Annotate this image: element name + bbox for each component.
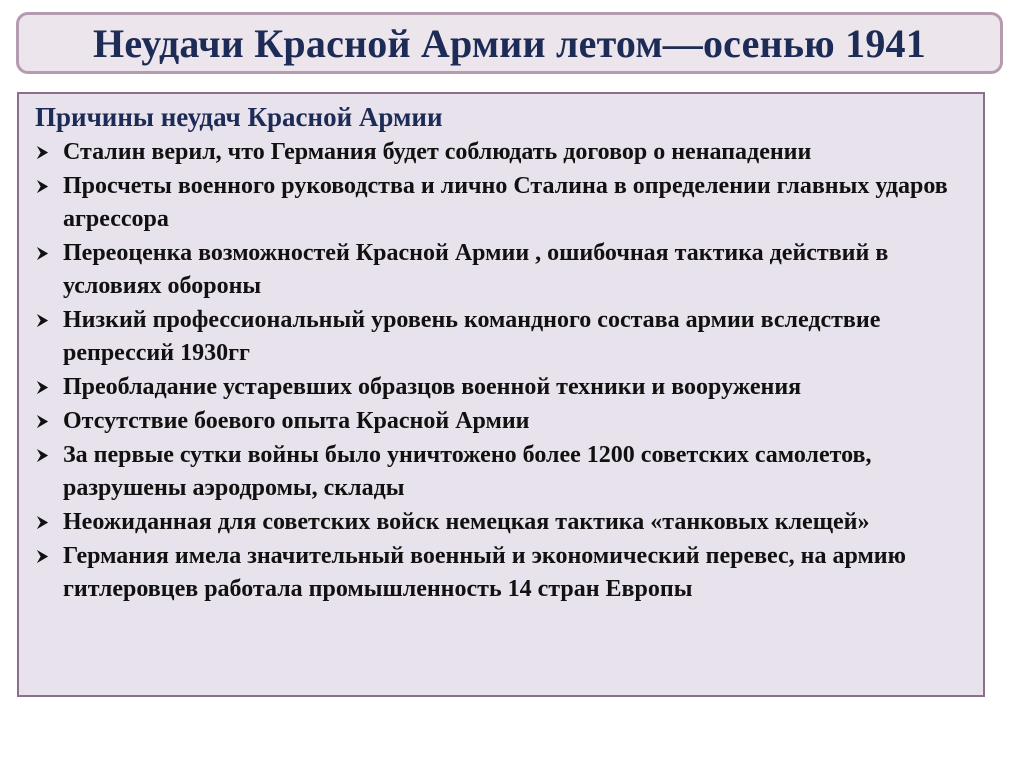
reason-text: Просчеты военного руководства и лично Сталина в определении главных ударов агрессора bbox=[63, 173, 948, 232]
arrowhead-bullet-icon bbox=[35, 506, 57, 539]
arrowhead-bullet-icon bbox=[35, 439, 57, 472]
reason-text: Сталин верил, что Германия будет соблюдать договор о ненападении bbox=[63, 139, 812, 165]
reasons-list bbox=[35, 136, 969, 606]
list-item bbox=[35, 170, 969, 236]
arrowhead-bullet-icon bbox=[35, 136, 57, 169]
list-item bbox=[35, 304, 969, 370]
reason-text: Германия имела значительный военный и экономический перевес, на армию гитлеровцев работала промышленность 14 стран Европы bbox=[63, 543, 906, 602]
title-box bbox=[16, 12, 1003, 74]
list-item bbox=[35, 405, 969, 438]
reason-text: Преобладание устаревших образцов военной техники и вооружения bbox=[63, 374, 802, 400]
arrowhead-bullet-icon bbox=[35, 405, 57, 438]
reason-text: Переоценка возможностей Красной Армии , ошибочная тактика действий в условиях обороны bbox=[63, 240, 889, 299]
reason-text: Отсутствие боевого опыта Красной Армии bbox=[63, 408, 530, 434]
content-box bbox=[17, 92, 985, 697]
arrowhead-bullet-icon bbox=[35, 237, 57, 270]
list-item bbox=[35, 506, 969, 539]
list-item bbox=[35, 136, 969, 169]
list-item bbox=[35, 237, 969, 303]
list-item bbox=[35, 540, 969, 606]
arrowhead-bullet-icon bbox=[35, 304, 57, 337]
reason-text: За первые сутки войны было уничтожено более 1200 советских самолетов, разрушены аэродромы, склады bbox=[63, 442, 872, 501]
arrowhead-bullet-icon bbox=[35, 540, 57, 573]
list-item bbox=[35, 371, 969, 404]
arrowhead-bullet-icon bbox=[35, 371, 57, 404]
arrowhead-bullet-icon bbox=[35, 170, 57, 203]
list-item bbox=[35, 439, 969, 505]
slide-title: Неудачи Красной Армии летом—осенью 1941 bbox=[93, 20, 926, 66]
reason-text: Низкий профессиональный уровень командного состава армии вследствие репрессий 1930гг bbox=[63, 307, 881, 366]
section-heading: Причины неудач Красной Армии bbox=[35, 102, 443, 132]
reason-text: Неожиданная для советских войск немецкая тактика «танковых клещей» bbox=[63, 509, 870, 535]
